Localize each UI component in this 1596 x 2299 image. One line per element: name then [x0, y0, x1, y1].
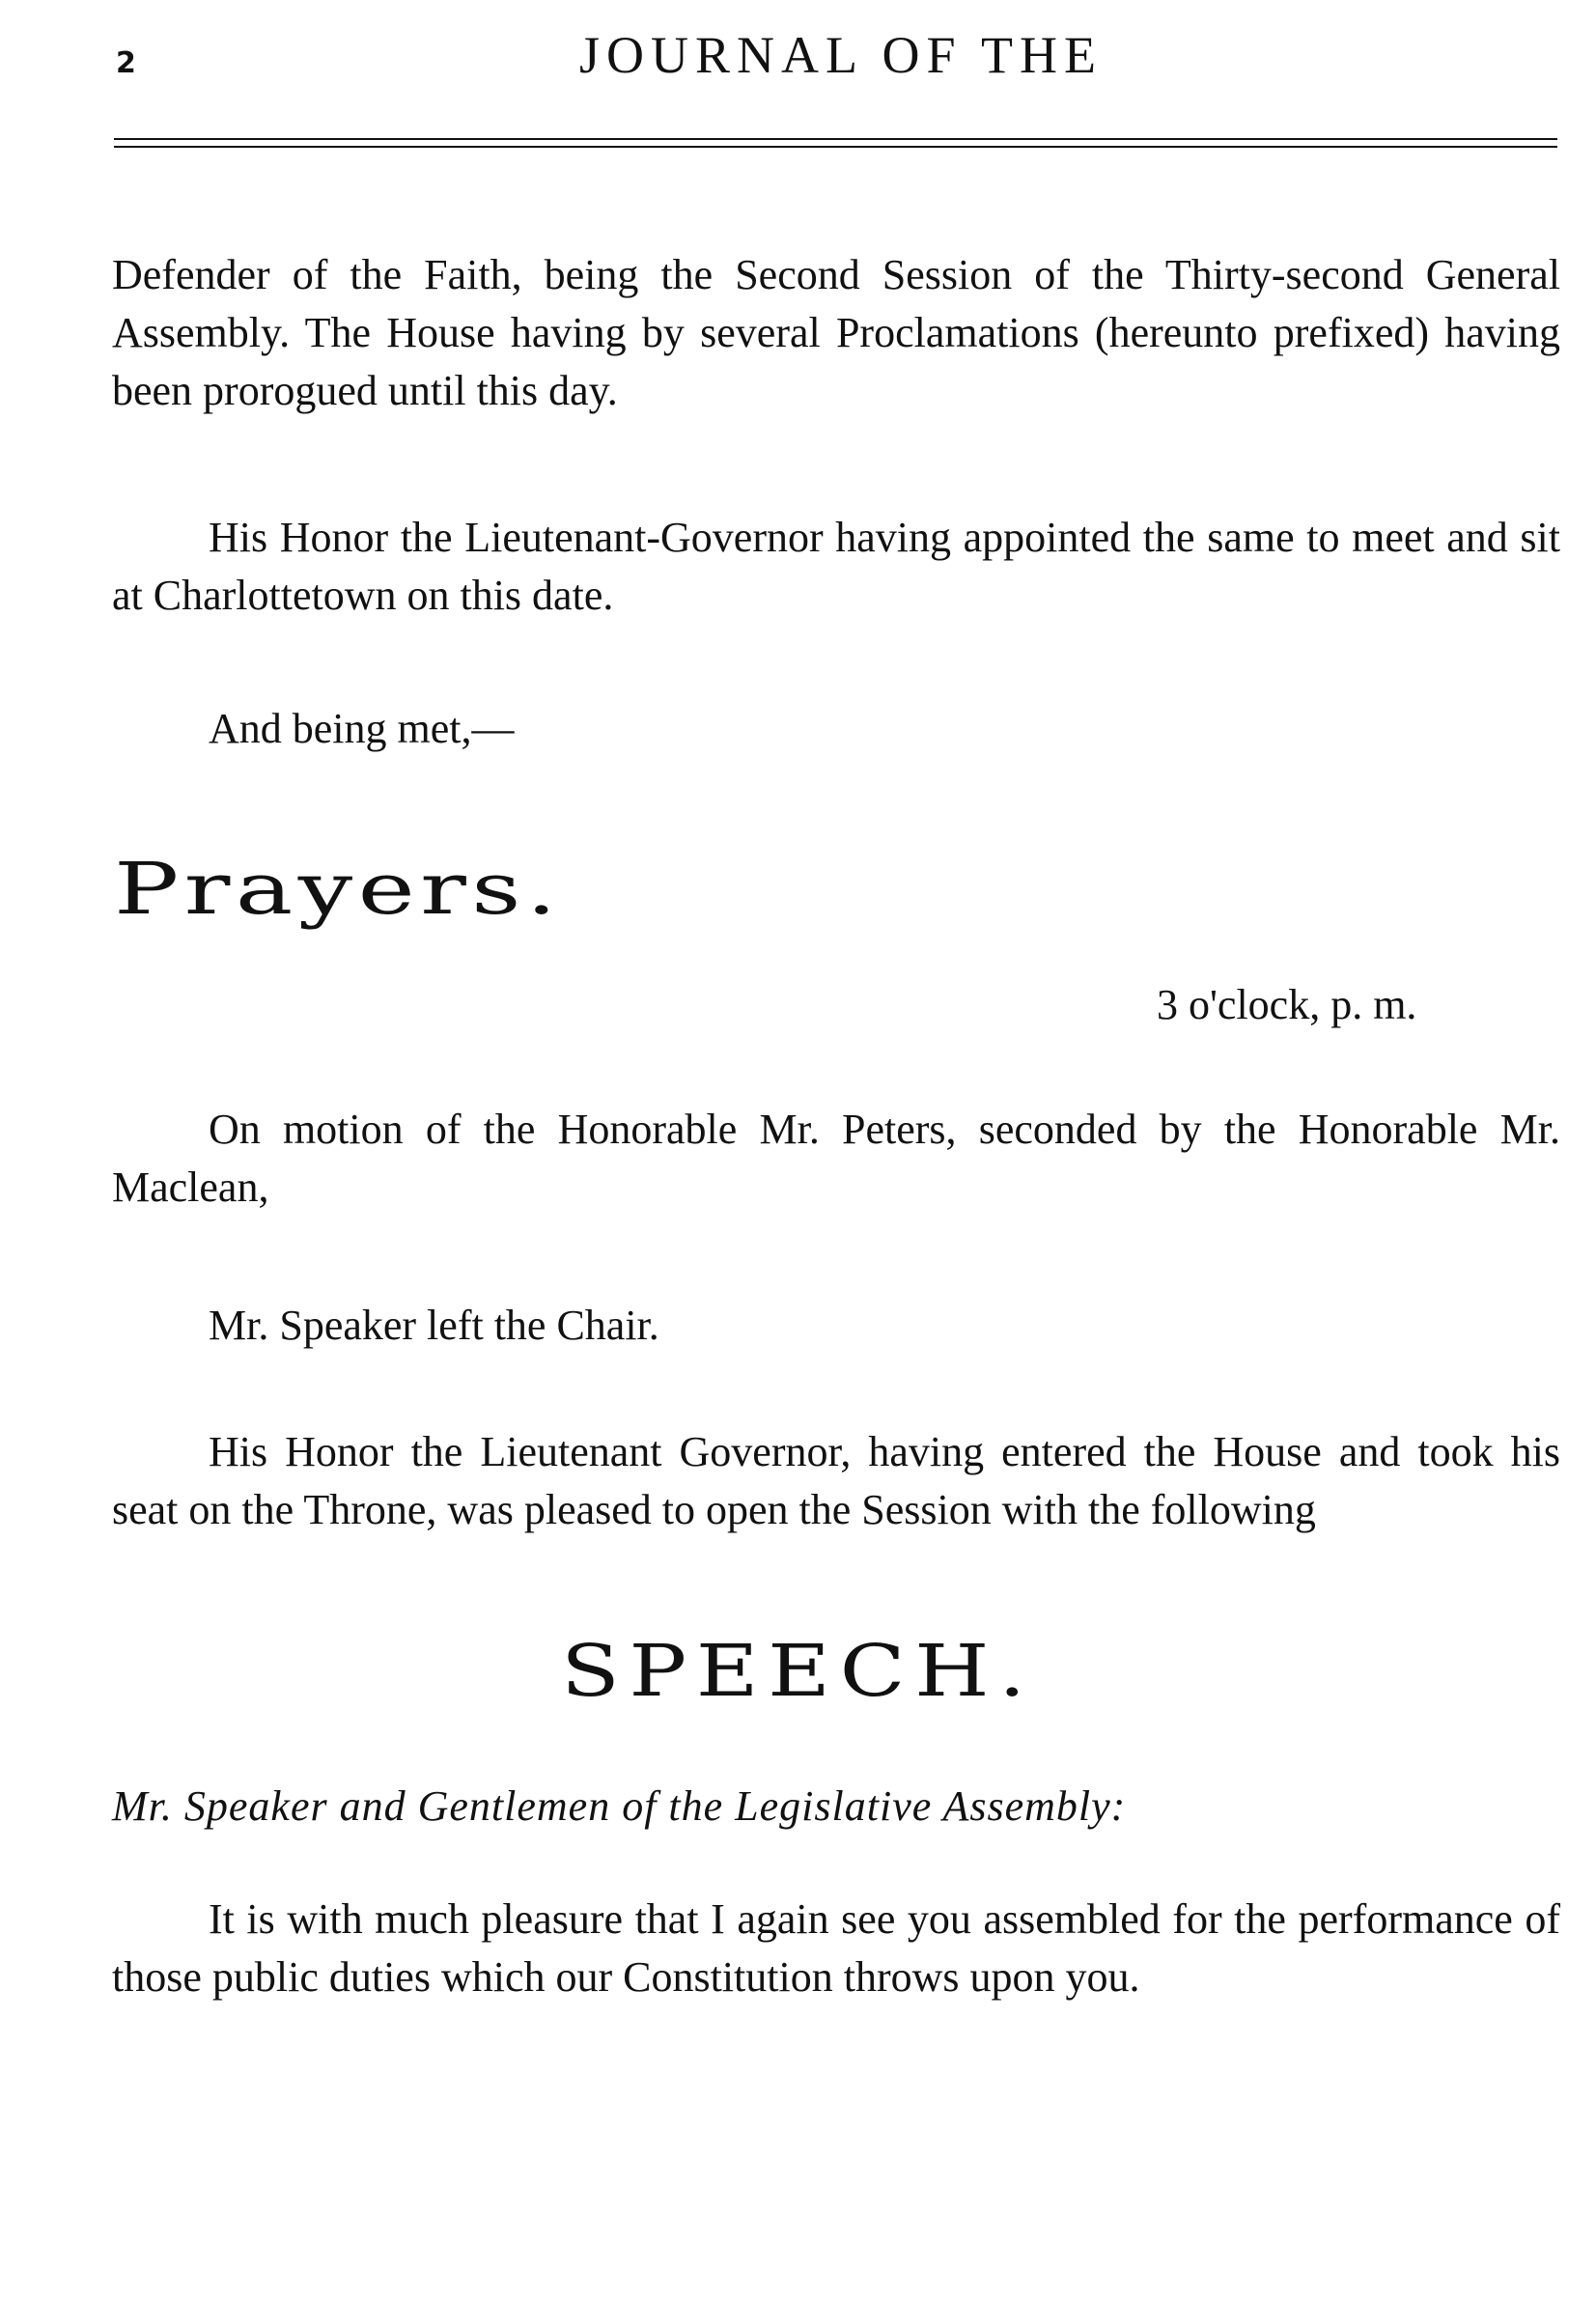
- paragraph-lieutenant-governor-appointed: His Honor the Lieutenant-Governor having appointed the same to meet and sit at Charlottetown on this date.: [112, 514, 1560, 619]
- paragraph-being-met: And being met,—: [209, 705, 515, 752]
- header-rule-bottom: [114, 146, 1557, 148]
- header-rule-top: [114, 138, 1557, 140]
- heading-speech: SPEECH.: [560, 1630, 1036, 1713]
- paragraph-speaker-left-chair: Mr. Speaker left the Chair.: [209, 1302, 659, 1349]
- time-note: 3 o'clock, p. m.: [1157, 981, 1417, 1028]
- paragraph-motion: On motion of the Honorable Mr. Peters, seconded by the Honorable Mr. Maclean,: [112, 1106, 1560, 1211]
- running-title: JOURNAL OF THE: [579, 26, 1104, 84]
- paragraph-much-pleasure: It is with much pleasure that I again see you assembled for the performance of those public duties which our Constitution throws upon you.: [112, 1895, 1560, 2001]
- paragraph-governor-entered: His Honor the Lieutenant Governor, having entered the House and took his seat on the Throne, was pleased to open the Session with the following: [112, 1428, 1560, 1533]
- heading-prayers: Prayers.: [114, 848, 563, 931]
- page-number: 2: [116, 46, 136, 80]
- salutation: Mr. Speaker and Gentlemen of the Legislative Assembly:: [112, 1782, 1127, 1830]
- paragraph-defender-of-the-faith: Defender of the Faith, being the Second Session of the Thirty-second General Assembly. The House having by several Proclamations (hereunto prefixed) having been prorogued until this day.: [112, 251, 1560, 414]
